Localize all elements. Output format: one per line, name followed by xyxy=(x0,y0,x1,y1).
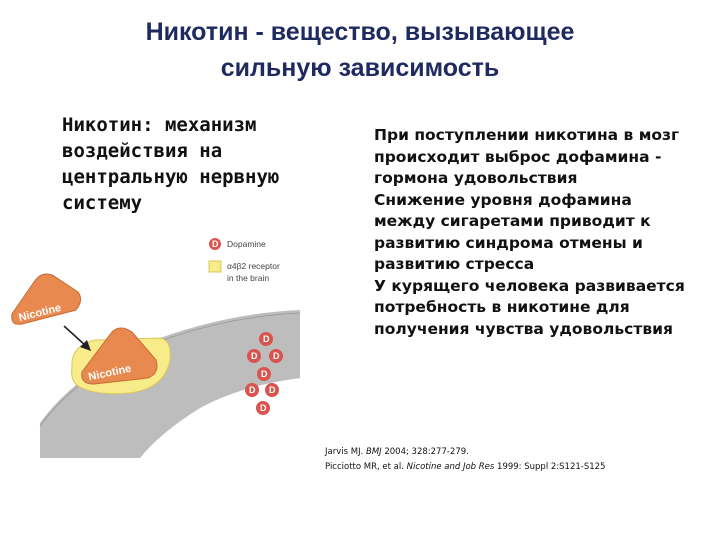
nicotine-mechanism-diagram xyxy=(0,228,320,458)
right-text-block xyxy=(374,125,694,340)
left-heading: Никотин: механизм воздействия на центральную нервную систему xyxy=(62,114,280,214)
reference-1 xyxy=(325,445,715,460)
binding-arrow-line xyxy=(64,326,86,346)
paragraph-withdrawal: Снижение уровня дофамина между сигаретами приводит к развитию синдрома отмены и развитию стресса xyxy=(374,190,651,273)
paragraph-dopamine-release: При поступлении никотина в мозг происходит выброс дофамина - гормона удовольствия xyxy=(374,126,680,187)
legend-dopamine-label: Dopamine xyxy=(227,239,266,249)
slide-title xyxy=(0,14,720,86)
ref1-authors: Jarvis MJ. xyxy=(325,447,364,457)
ref2-details: 1999: Suppl 2:S121-S125 xyxy=(497,462,606,472)
ref2-authors: Picciotto MR, et al. xyxy=(325,462,404,472)
dopamine-molecule-label: D xyxy=(260,403,267,413)
title-line-2: сильную зависимость xyxy=(220,54,500,82)
references xyxy=(325,445,715,475)
ref1-details: 2004; 328:277-279. xyxy=(384,447,469,457)
legend-receptor-swatch xyxy=(209,261,221,272)
dopamine-molecule-label: D xyxy=(273,351,280,361)
dopamine-molecule-label: D xyxy=(251,351,258,361)
dopamine-molecule-label: D xyxy=(261,369,268,379)
nicotine-bound-label: Nicotine xyxy=(87,362,133,384)
ref1-journal: BMJ xyxy=(365,447,382,457)
dopamine-molecule-label: D xyxy=(269,385,276,395)
legend-dopamine-symbol: D xyxy=(212,239,219,249)
ref2-journal: Nicotine and Job Res xyxy=(406,462,495,472)
paragraph-dependence: У курящего человека развивается потребность в никотине для получения чувства удовольствия xyxy=(374,276,685,338)
dopamine-molecule-label: D xyxy=(263,334,270,344)
legend-receptor-label-2: in the brain xyxy=(227,273,270,283)
reference-2 xyxy=(325,460,715,475)
title-line-1: Никотин - вещество, вызывающее xyxy=(145,18,575,46)
dopamine-molecule-label: D xyxy=(249,385,256,395)
nicotine-free-label: Nicotine xyxy=(17,301,63,325)
legend-receptor-label-1: α4β2 receptor xyxy=(227,261,280,271)
